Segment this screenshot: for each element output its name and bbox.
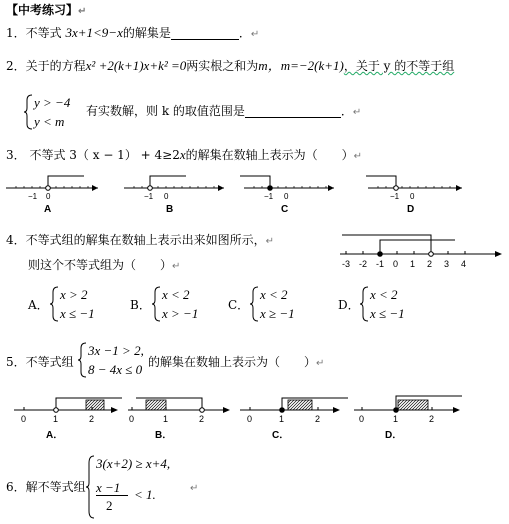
hatch-line	[86, 400, 89, 403]
q2-system-row-2: y < m	[34, 114, 65, 129]
q3-number: 3．	[6, 148, 26, 162]
option-label: B．	[155, 430, 173, 441]
option-label: D．	[338, 298, 360, 312]
tick-label: 0	[359, 414, 365, 424]
axis-arrow-icon	[453, 407, 460, 413]
option-row-1: x < 2	[260, 287, 288, 302]
axis-arrow-icon	[333, 407, 340, 413]
hatch-line	[421, 403, 428, 410]
open-point	[429, 252, 434, 257]
q5-row-2: 8 − 4x ≤ 0	[88, 362, 143, 377]
closed-point	[394, 408, 399, 413]
tick-label: 2	[199, 414, 205, 424]
brace-icon	[86, 455, 96, 519]
hatch-line	[409, 400, 419, 410]
hatch-line	[146, 400, 152, 406]
hatch-line	[88, 400, 98, 410]
tick-label: 2	[427, 259, 433, 269]
hatch-line	[91, 400, 101, 410]
open-point	[200, 408, 205, 413]
question-5	[6, 356, 74, 368]
option-row-1: x < 2	[370, 287, 398, 302]
tick-label: −1	[144, 192, 154, 201]
q2-suffix: ，关于 y 的不等于组	[343, 59, 455, 73]
paragraph-mark: ↵	[78, 6, 87, 17]
tick-label: −1	[264, 192, 274, 201]
closed-point	[378, 252, 383, 257]
q3-option-a	[6, 176, 98, 215]
tick-label: 0	[393, 259, 399, 269]
q6-row-1: 3(x+2) ≥ x+4,	[96, 456, 171, 471]
option-label: B．	[130, 298, 151, 312]
q2-system-row-1: y > −4	[34, 95, 71, 110]
q4-text-2: 则这个不等式组为（ ）	[28, 258, 173, 272]
q6-prefix: 解不等式组	[25, 480, 86, 494]
q3-text: 不等式 3（ x − 1） + 4≥2	[29, 148, 180, 162]
option-row-1: x > 2	[60, 287, 88, 302]
option-label: D．	[385, 430, 403, 441]
tick-label: 2	[89, 414, 95, 424]
open-point	[148, 186, 153, 191]
hatch-line	[148, 400, 158, 410]
tick-label: −1	[28, 192, 38, 201]
hatch-line	[406, 400, 416, 410]
q3-suffix: 的解集在数轴上表示为（ ）	[185, 148, 354, 162]
tick-label: -3	[342, 259, 351, 269]
brace-icon	[152, 286, 162, 322]
hatch-line	[299, 400, 309, 410]
brace-icon	[50, 286, 60, 322]
tick-label: 0	[129, 414, 135, 424]
q4-option-b[interactable]	[130, 286, 230, 322]
q3-option-d	[366, 176, 462, 215]
section-title	[6, 4, 86, 17]
q2-after: 有实数解，则 k 的取值范围是	[86, 104, 245, 118]
q6-number: 6．	[6, 480, 26, 494]
question-5-cont	[148, 356, 324, 369]
q6-mark	[190, 481, 198, 494]
tick-label: 1	[163, 414, 169, 424]
option-label: A．	[46, 430, 64, 441]
hatch-line	[400, 400, 410, 410]
option-label: A	[44, 204, 52, 215]
option-label: A．	[28, 298, 49, 312]
option-row-2: x ≤ −1	[370, 306, 405, 321]
hatch-line	[412, 400, 422, 410]
tick-label: 4	[461, 259, 467, 269]
q5-option-a	[14, 398, 122, 441]
q4-text: 不等式组的解集在数轴上表示出来如图所示，	[25, 233, 266, 247]
tick-label: 0	[284, 192, 289, 201]
tick-label: 1	[279, 414, 285, 424]
q6-fraction-tail: < 1.	[134, 487, 156, 502]
option-row-2: x ≥ −1	[260, 306, 295, 321]
option-row-1: x < 2	[162, 287, 190, 302]
question-2-cont	[86, 105, 361, 118]
paragraph-mark: ↵	[265, 236, 275, 247]
q4-number-line	[338, 226, 508, 276]
tick-label: 0	[21, 414, 27, 424]
q5-option-d	[354, 396, 462, 441]
question-1	[6, 26, 259, 40]
paragraph-mark: ↵	[250, 29, 260, 40]
paragraph-mark: ↵	[353, 151, 363, 162]
tick-label: -1	[376, 259, 385, 269]
paragraph-mark: ↵	[316, 358, 325, 369]
q1-suffix: 的解集是	[122, 26, 171, 40]
hatch-line	[403, 400, 413, 410]
axis-arrow-icon	[218, 185, 224, 191]
q2-m: m	[258, 58, 268, 73]
hatch-line	[288, 400, 294, 406]
q2-m-equation: ，m=−2(k+1)	[267, 58, 344, 73]
q5-system	[78, 342, 148, 378]
tick-label: 1	[410, 259, 416, 269]
solution-ray	[150, 176, 186, 188]
hatch-line	[290, 400, 300, 410]
title-text: 【中考练习】	[6, 3, 79, 17]
tick-label: 2	[315, 414, 321, 424]
q2-number: 2．	[6, 59, 26, 73]
question-3	[6, 148, 362, 162]
axis-arrow-icon	[328, 185, 334, 191]
brace-icon	[250, 286, 260, 322]
brace-icon	[360, 286, 370, 322]
paragraph-mark: ↵	[172, 261, 181, 272]
tick-label: −1	[390, 192, 400, 201]
q6-fraction-denominator: 2	[106, 498, 113, 513]
q4-number: 4．	[6, 233, 26, 247]
hatch-line	[398, 400, 401, 403]
solution-ray	[342, 235, 431, 254]
open-point	[46, 186, 51, 191]
q3-option-b	[124, 176, 224, 215]
q5-option-c	[240, 398, 348, 441]
q5-row-1: 3x −1 > 2,	[88, 343, 144, 358]
paragraph-mark: ↵	[190, 483, 199, 494]
hatch-line	[296, 400, 306, 410]
q4-option-d[interactable]	[338, 286, 438, 322]
hatch-line	[302, 400, 312, 410]
q6-fraction-bar	[96, 495, 128, 496]
q2-prefix: 关于的方程	[25, 59, 86, 73]
solution-ray	[380, 240, 455, 254]
q4-option-c[interactable]	[228, 286, 328, 322]
tick-label: 0	[164, 192, 169, 201]
brace-icon	[78, 342, 88, 378]
hatch-line	[154, 400, 164, 410]
closed-point	[268, 186, 273, 191]
tick-label: 0	[46, 192, 51, 201]
brace-icon	[24, 94, 34, 130]
hatch-line	[94, 400, 104, 410]
option-label: C	[281, 204, 289, 215]
question-6	[6, 481, 86, 493]
axis-arrow-icon	[223, 407, 230, 413]
hatch-line	[151, 400, 161, 410]
q3-number-lines	[0, 168, 509, 223]
q2-answer-blank[interactable]	[245, 105, 341, 118]
q5-number: 5．	[6, 355, 26, 369]
q1-prefix: 不等式	[25, 26, 62, 40]
hatch-line	[146, 400, 149, 403]
hatch-line	[293, 400, 303, 410]
q1-answer-blank[interactable]	[171, 27, 239, 40]
closed-point	[280, 408, 285, 413]
question-4	[6, 234, 274, 247]
tick-label: 3	[444, 259, 450, 269]
tick-label: -2	[359, 259, 368, 269]
hatch-line	[398, 400, 404, 406]
q1-expression: 3x+1<9−x	[65, 25, 123, 40]
question-2	[6, 59, 454, 72]
q4-option-a[interactable]	[28, 286, 128, 322]
axis-arrow-icon	[111, 407, 118, 413]
q6-fraction-numerator: x −1	[96, 480, 121, 495]
hatch-line	[86, 400, 92, 406]
q5-prefix: 不等式组	[25, 355, 74, 369]
solution-ray	[240, 176, 270, 188]
q5-option-b	[128, 398, 230, 441]
q5-number-lines	[0, 386, 509, 448]
open-point	[394, 186, 399, 191]
q5-suffix: 的解集在数轴上表示为（ ）	[148, 355, 317, 369]
q2-tail: ．	[340, 104, 353, 118]
hatch-line	[288, 400, 291, 403]
option-label: C．	[272, 430, 290, 441]
option-row-2: x ≤ −1	[60, 306, 95, 321]
hatch-line	[305, 403, 312, 410]
paragraph-mark: ↵	[352, 107, 362, 118]
question-4-line2	[28, 259, 180, 272]
solution-ray	[366, 176, 396, 188]
tick-label: 0	[410, 192, 415, 201]
axis-arrow-icon	[456, 185, 462, 191]
hatch-line	[415, 400, 425, 410]
hatch-line	[97, 403, 104, 410]
option-label: C．	[228, 298, 250, 312]
q3-variable: x	[179, 147, 186, 162]
q2-middle: 两实根之和为	[186, 59, 259, 73]
q1-number: 1．	[6, 26, 26, 40]
option-label: B	[166, 204, 174, 215]
solution-ray	[396, 396, 462, 410]
q2-equation: x² +2(k+1)x+k² =0	[85, 58, 187, 73]
q3-option-c	[240, 176, 334, 215]
axis-arrow-icon	[92, 185, 98, 191]
open-point	[54, 408, 59, 413]
tick-label: 0	[247, 414, 253, 424]
tick-label: 1	[53, 414, 59, 424]
tick-label: 1	[393, 414, 399, 424]
solution-ray	[48, 176, 84, 188]
tick-label: 2	[429, 414, 435, 424]
hatch-line	[160, 404, 166, 410]
hatch-line	[418, 400, 428, 410]
option-label: D	[407, 204, 415, 215]
q1-tail: ．	[238, 26, 251, 40]
axis-arrow-icon	[495, 251, 502, 257]
option-row-2: x > −1	[162, 306, 199, 321]
q2-system	[24, 94, 84, 130]
